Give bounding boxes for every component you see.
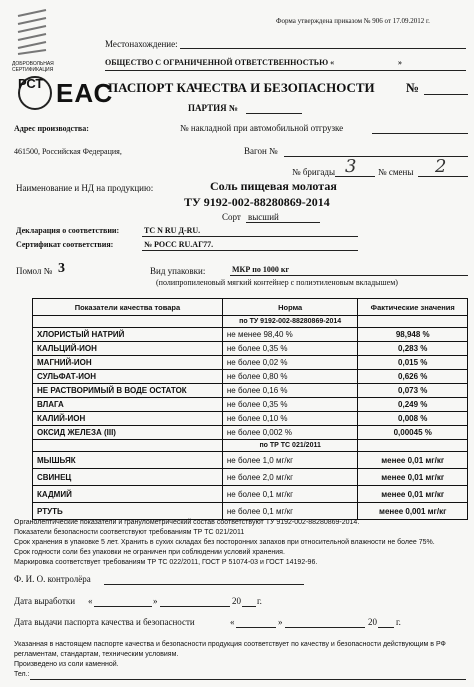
table-row <box>33 342 468 356</box>
footer-block <box>14 640 446 680</box>
qr-stamp-icon <box>14 8 50 56</box>
table-row <box>33 412 468 426</box>
issue-year-line <box>378 627 394 628</box>
table-cell: не более 0,1 мг/кг <box>222 486 358 503</box>
table-cell: 98,948 % <box>358 328 468 342</box>
issue-date-open: « <box>230 617 235 627</box>
controller-label: Ф. И. О. контролёра <box>14 574 91 584</box>
shift-line <box>418 176 468 177</box>
location-label: Местонахождение: <box>105 39 178 49</box>
brigade-line <box>335 176 375 177</box>
address-value: 461500, Российская Федерация, <box>14 147 122 156</box>
waybill-label: № накладной при автомобильной отгрузке <box>180 123 344 133</box>
declaration-label: Декларация о соответствии: <box>16 226 120 235</box>
table-cell: менее 0,01 мг/кг <box>358 469 468 486</box>
table-cell: не более 1,0 мг/кг <box>222 452 358 469</box>
issue-day-line <box>236 627 276 628</box>
group-standard-tu: по ТУ 9192-002-88280869-2014 <box>222 316 358 328</box>
table-row <box>33 486 468 503</box>
table-row <box>33 452 468 469</box>
phone-line <box>30 679 466 680</box>
footer-line: Произведено из соли каменной. <box>14 661 119 668</box>
table-cell: 0,073 % <box>358 384 468 398</box>
document-title: ПАСПОРТ КАЧЕСТВА И БЕЗОПАСНОСТИ <box>108 80 375 95</box>
table-cell: не более 0,10 % <box>222 412 358 426</box>
note-line: Маркировка соответствует требованиям ТР ТС 022/2011, ГОСТ Р 51074-03 и ГОСТ 14192-96. <box>14 559 318 566</box>
declaration-line <box>142 236 358 237</box>
note-line: Органолептические показатели и гранулометрический состав соответствуют ТУ 9192-002-88280869-2014. <box>14 519 360 526</box>
table-cell: не более 0,35 % <box>222 398 358 412</box>
issue-date-label: Дата выдачи паспорта качества и безопасности <box>14 617 195 627</box>
table-cell: 0,283 % <box>358 342 468 356</box>
table-cell: ХЛОРИСТЫЙ НАТРИЙ <box>33 328 223 342</box>
notes-block <box>14 518 435 568</box>
brigade-label: № бригады <box>292 167 336 177</box>
eac-mark: ЕАС <box>56 78 114 108</box>
table-row <box>33 503 468 520</box>
table-row <box>33 384 468 398</box>
rst-mark: РСТ <box>18 76 44 91</box>
address-label: Адрес производства: <box>14 124 89 133</box>
table-cell: 0,626 % <box>358 370 468 384</box>
table-cell: СВИНЕЦ <box>33 469 223 486</box>
declaration-value: ТС N RU Д-RU. <box>144 226 201 235</box>
company-line <box>105 70 466 71</box>
group-standard-tr: по ТР ТС 021/2011 <box>222 440 358 452</box>
controller-line <box>104 584 304 585</box>
table-cell: не более 0,16 % <box>222 384 358 398</box>
table-cell: КАЛЬЦИЙ-ИОН <box>33 342 223 356</box>
header-indicator: Показатели качества товара <box>33 299 223 316</box>
production-date-close: » <box>153 596 158 606</box>
table-cell: не более 0,80 % <box>222 370 358 384</box>
table-cell: КАЛИЙ-ИОН <box>33 412 223 426</box>
table-row <box>33 426 468 440</box>
table-cell: не менее 98,40 % <box>222 328 358 342</box>
header-actual: Фактические значения <box>358 299 468 316</box>
footer-line: регламентам, стандартам, техническим условиям. <box>14 651 179 658</box>
batch-line <box>246 113 302 114</box>
production-day-line <box>94 606 152 607</box>
table-header-row <box>33 299 468 316</box>
form-approval-note: Форма утверждена приказом № 906 от 17.09.2012 г. <box>276 17 430 25</box>
certification-logos <box>12 61 114 118</box>
table-cell: менее 0,01 мг/кг <box>358 486 468 503</box>
production-year-line <box>242 606 256 607</box>
issue-date-year: 20 <box>368 617 377 627</box>
product-label: Наименование и НД на продукцию: <box>16 183 154 193</box>
production-date-open: « <box>88 596 93 606</box>
table-cell: СУЛЬФАТ-ИОН <box>33 370 223 384</box>
production-date-year: 20 <box>232 596 241 606</box>
table-row <box>33 398 468 412</box>
location-line <box>180 48 466 49</box>
production-date-suffix: г. <box>257 596 262 606</box>
shift-value: 2 <box>435 156 447 177</box>
note-line: Срок хранения в упаковке 5 лет. Хранить в сухих складах без посторонних запахов при относительной влажности не более 75%. <box>14 539 435 546</box>
note-line: Показатели безопасности соответствуют требованиям ТР ТС 021/2011 <box>14 529 245 536</box>
table-cell: не более 0,002 % <box>222 426 358 440</box>
table-group-row <box>33 440 468 452</box>
grade-label: Сорт <box>222 212 241 222</box>
brigade-value: 3 <box>345 156 357 177</box>
pack-note: (полипропиленовый мягкий контейнер с полиэтиленовым вкладышем) <box>156 278 398 287</box>
table-cell: РТУТЬ <box>33 503 223 520</box>
table-cell: ОКСИД ЖЕЛЕЗА (III) <box>33 426 223 440</box>
grind-value: 3 <box>58 261 65 276</box>
table-cell: МАГНИЙ-ИОН <box>33 356 223 370</box>
table-cell: МЫШЬЯК <box>33 452 223 469</box>
product-name: Соль пищевая молотая <box>210 179 337 193</box>
note-line: Срок годности соли без упаковки не ограничен при соблюдении условий хранения. <box>14 549 285 556</box>
rst-caption: ДОБРОВОЛЬНАЯ СЕРТИФИКАЦИЯ <box>12 61 54 73</box>
table-cell: ВЛАГА <box>33 398 223 412</box>
batch-label: ПАРТИЯ № <box>188 103 238 113</box>
table-row <box>33 370 468 384</box>
document-number-label: № <box>406 80 420 95</box>
company-name: ОБЩЕСТВО С ОГРАНИЧЕННОЙ ОТВЕТСТВЕННОСТЬЮ « <box>105 58 335 67</box>
table-cell: менее 0,01 мг/кг <box>358 452 468 469</box>
pack-label: Вид упаковки: <box>150 266 206 276</box>
table-row <box>33 356 468 370</box>
footer-line: Указанная в настоящем паспорте качества и безопасности продукция соответствует по качеству и безопасности действующим в РФ <box>14 641 446 648</box>
pack-line <box>230 275 468 276</box>
table-cell: не более 2,0 мг/кг <box>222 469 358 486</box>
quality-table <box>32 298 468 520</box>
product-standard: ТУ 9192-002-88280869-2014 <box>184 195 330 209</box>
grade-value: высший <box>248 212 279 222</box>
pack-value: МКР по 1000 кг <box>232 265 290 274</box>
shift-label: № смены <box>378 167 414 177</box>
table-cell: не более 0,1 мг/кг <box>222 503 358 520</box>
production-month-line <box>160 606 230 607</box>
production-date-label: Дата выработки <box>14 596 76 606</box>
grade-line <box>246 222 320 223</box>
issue-month-line <box>285 627 365 628</box>
table-cell: менее 0,001 мг/кг <box>358 503 468 520</box>
table-cell: 0,015 % <box>358 356 468 370</box>
table-row <box>33 328 468 342</box>
table-cell: КАДМИЙ <box>33 486 223 503</box>
footer-line: Тел.: <box>14 671 30 678</box>
document-number-line <box>424 94 468 95</box>
issue-date-close: » <box>278 617 283 627</box>
grind-label: Помол № <box>16 266 53 276</box>
company-name-end: » <box>398 58 402 67</box>
table-cell: 0,008 % <box>358 412 468 426</box>
header-norm: Норма <box>222 299 358 316</box>
table-row <box>33 469 468 486</box>
waybill-line <box>372 133 468 134</box>
issue-date-suffix: г. <box>396 617 401 627</box>
table-cell: не более 0,35 % <box>222 342 358 356</box>
table-cell: НЕ РАСТВОРИМЫЙ В ВОДЕ ОСТАТОК <box>33 384 223 398</box>
table-cell: 0,249 % <box>358 398 468 412</box>
table-cell: не более 0,02 % <box>222 356 358 370</box>
wagon-label: Вагон № <box>244 146 278 156</box>
table-group-row <box>33 316 468 328</box>
certificate-value: № РОСС RU.АГ77. <box>144 240 214 249</box>
certificate-label: Сертификат соответствия: <box>16 240 114 249</box>
certificate-line <box>142 250 358 251</box>
table-cell: 0,00045 % <box>358 426 468 440</box>
